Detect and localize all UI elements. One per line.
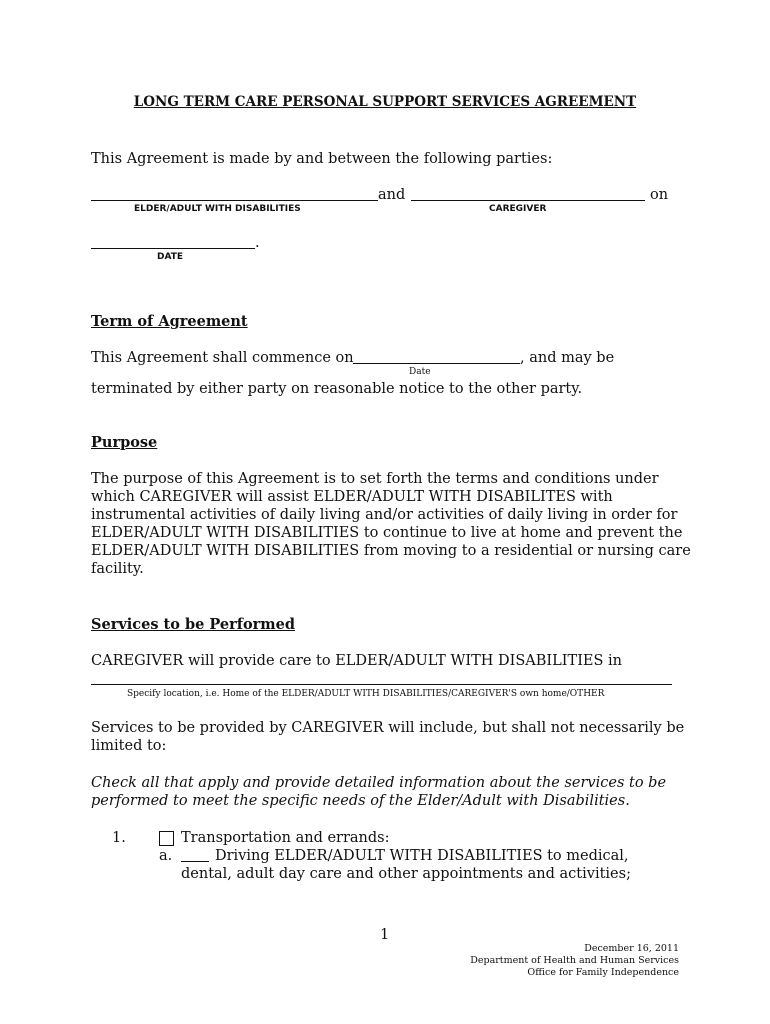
term-line1-start: This Agreement shall commence on <box>91 350 354 366</box>
term-heading: Term of Agreement <box>91 313 248 330</box>
transportation-checkbox[interactable] <box>159 831 174 846</box>
footer-dept: Department of Health and Human Services <box>470 955 679 966</box>
footer-office: Office for Family Independence <box>527 967 679 978</box>
item1a-line2: dental, adult day care and other appointments and activities; <box>181 866 631 882</box>
provided-text: Services to be provided by CAREGIVER will include, but shall not necessarily be limited to: <box>91 720 685 754</box>
agreement-date-field[interactable] <box>91 234 255 249</box>
caregiver-name-field[interactable] <box>411 186 645 201</box>
care-line: CAREGIVER will provide care to ELDER/ADULT WITH DISABILITIES in <box>91 653 623 669</box>
item1a-line1: Driving ELDER/ADULT WITH DISABILITIES to medical, <box>215 848 629 864</box>
page-number: 1 <box>380 927 390 943</box>
location-caption: Specify location, i.e. Home of the ELDER/ADULT WITH DISABILITIES/CAREGIVER'S own home/OTHER <box>127 689 605 699</box>
purpose-text: The purpose of this Agreement is to set forth the terms and conditions under which CAREGIVER will assist ELDER/ADULT WITH DISABILITES with instrumental activities of daily living and/or activities of daily living in order for ELDER/ADULT WITH DISABILITIES to continue to live at home and prevent the ELDER/ADULT WITH DISABILITIES from moving to a residential or nursing care facility. <box>91 471 691 577</box>
instructions-text: Check all that apply and provide detailed information about the services to be performed to meet the specific needs of the Elder/Adult with Disabilities. <box>91 775 667 809</box>
item1a-letter: a. <box>159 848 173 864</box>
on-text: on <box>650 187 669 203</box>
term-line1-end: , and may be <box>520 350 615 366</box>
date-caption: DATE <box>157 252 184 262</box>
item1-number: 1. <box>112 830 126 846</box>
item1a-check-field[interactable] <box>181 847 209 862</box>
footer-date: December 16, 2011 <box>584 943 679 954</box>
purpose-heading: Purpose <box>91 434 158 451</box>
item1-label: Transportation and errands: <box>181 830 390 846</box>
elder-name-field[interactable] <box>91 186 378 201</box>
document-title: LONG TERM CARE PERSONAL SUPPORT SERVICES AGREEMENT <box>133 94 637 110</box>
term-line2: terminated by either party on reasonable notice to the other party. <box>91 381 583 397</box>
and-text: and <box>378 187 406 203</box>
date-period: . <box>255 235 260 251</box>
location-field[interactable] <box>91 672 672 685</box>
caregiver-caption: CAREGIVER <box>489 204 547 214</box>
term-date-caption: Date <box>409 367 431 377</box>
commence-date-field[interactable] <box>353 349 520 364</box>
elder-caption: ELDER/ADULT WITH DISABILITIES <box>134 204 301 214</box>
services-heading: Services to be Performed <box>91 616 295 633</box>
intro-text: This Agreement is made by and between the following parties: <box>91 151 553 167</box>
